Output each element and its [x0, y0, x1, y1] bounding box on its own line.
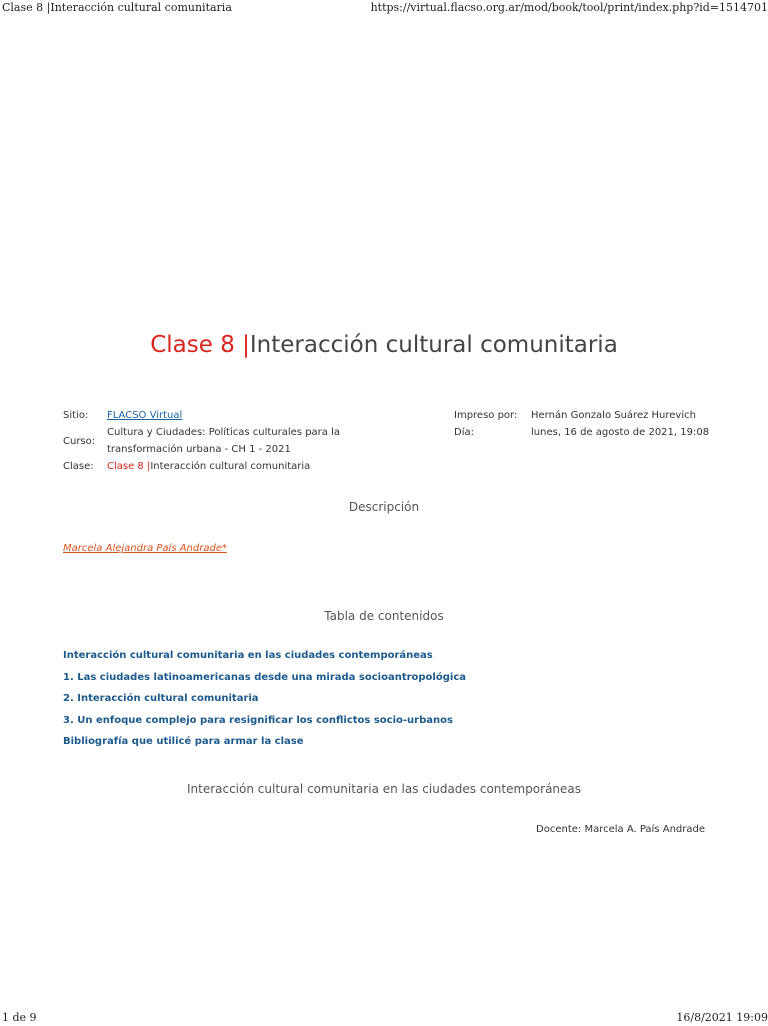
- chapter-heading: Interacción cultural comunitaria en las ciudades contemporáneas: [186, 782, 582, 796]
- page-title: [0, 332, 768, 358]
- print-header-url: https://virtual.flacso.org.ar/mod/book/tool/print/index.php?id=1514701: [370, 1, 768, 14]
- toc-item[interactable]: 3. Un enfoque complejo para resignificar los conflictos socio-urbanos: [63, 714, 453, 726]
- info-row-printed-by: [454, 407, 754, 424]
- print-header-title: Clase 8 |Interacción cultural comunitaria: [2, 1, 232, 14]
- class-accent: Clase 8 |: [107, 461, 151, 472]
- book-info-left: [63, 407, 383, 475]
- info-row-course: [63, 424, 383, 458]
- course-label: Curso:: [63, 435, 96, 447]
- page-title-accent: Clase 8 |: [150, 332, 250, 358]
- course-value: Cultura y Ciudades: Políticas culturales para la transformación urbana - CH 1 - 2021: [107, 427, 340, 455]
- info-row-day: [454, 424, 754, 441]
- site-label: Sitio:: [63, 410, 89, 421]
- table-of-contents: [63, 650, 723, 758]
- printed-by-label: Impreso por:: [454, 410, 518, 421]
- book-info-right: [454, 407, 754, 441]
- description-heading: Descripción: [348, 500, 420, 514]
- toc-item[interactable]: Interacción cultural comunitaria en las ciudades contemporáneas: [63, 650, 433, 661]
- info-row-site: [63, 407, 383, 424]
- day-value: lunes, 16 de agosto de 2021, 19:08: [531, 427, 710, 438]
- author-link[interactable]: Marcela Alejandra País Andrade*: [63, 543, 227, 554]
- printed-by-value: Hernán Gonzalo Suárez Hurevich: [531, 410, 696, 421]
- site-link[interactable]: FLACSO Virtual: [107, 410, 183, 421]
- class-value: Interacción cultural comunitaria: [150, 461, 311, 472]
- info-row-class: [63, 458, 383, 475]
- day-label: Día:: [454, 427, 474, 438]
- class-label: Clase:: [63, 461, 94, 472]
- toc-heading: Tabla de contenidos: [324, 609, 444, 623]
- docente-line: Docente: Marcela A. País Andrade: [536, 824, 705, 835]
- toc-item[interactable]: 2. Interacción cultural comunitaria: [63, 693, 259, 704]
- page-counter: 1 de 9: [2, 1011, 37, 1024]
- page-title-text: Interacción cultural comunitaria: [249, 332, 618, 358]
- print-header: [0, 0, 768, 16]
- toc-item[interactable]: Bibliografía que utilicé para armar la clase: [63, 736, 304, 747]
- print-timestamp: 16/8/2021 19:09: [676, 1011, 768, 1024]
- toc-item[interactable]: 1. Las ciudades latinoamericanas desde una mirada socioantropológica: [63, 671, 466, 683]
